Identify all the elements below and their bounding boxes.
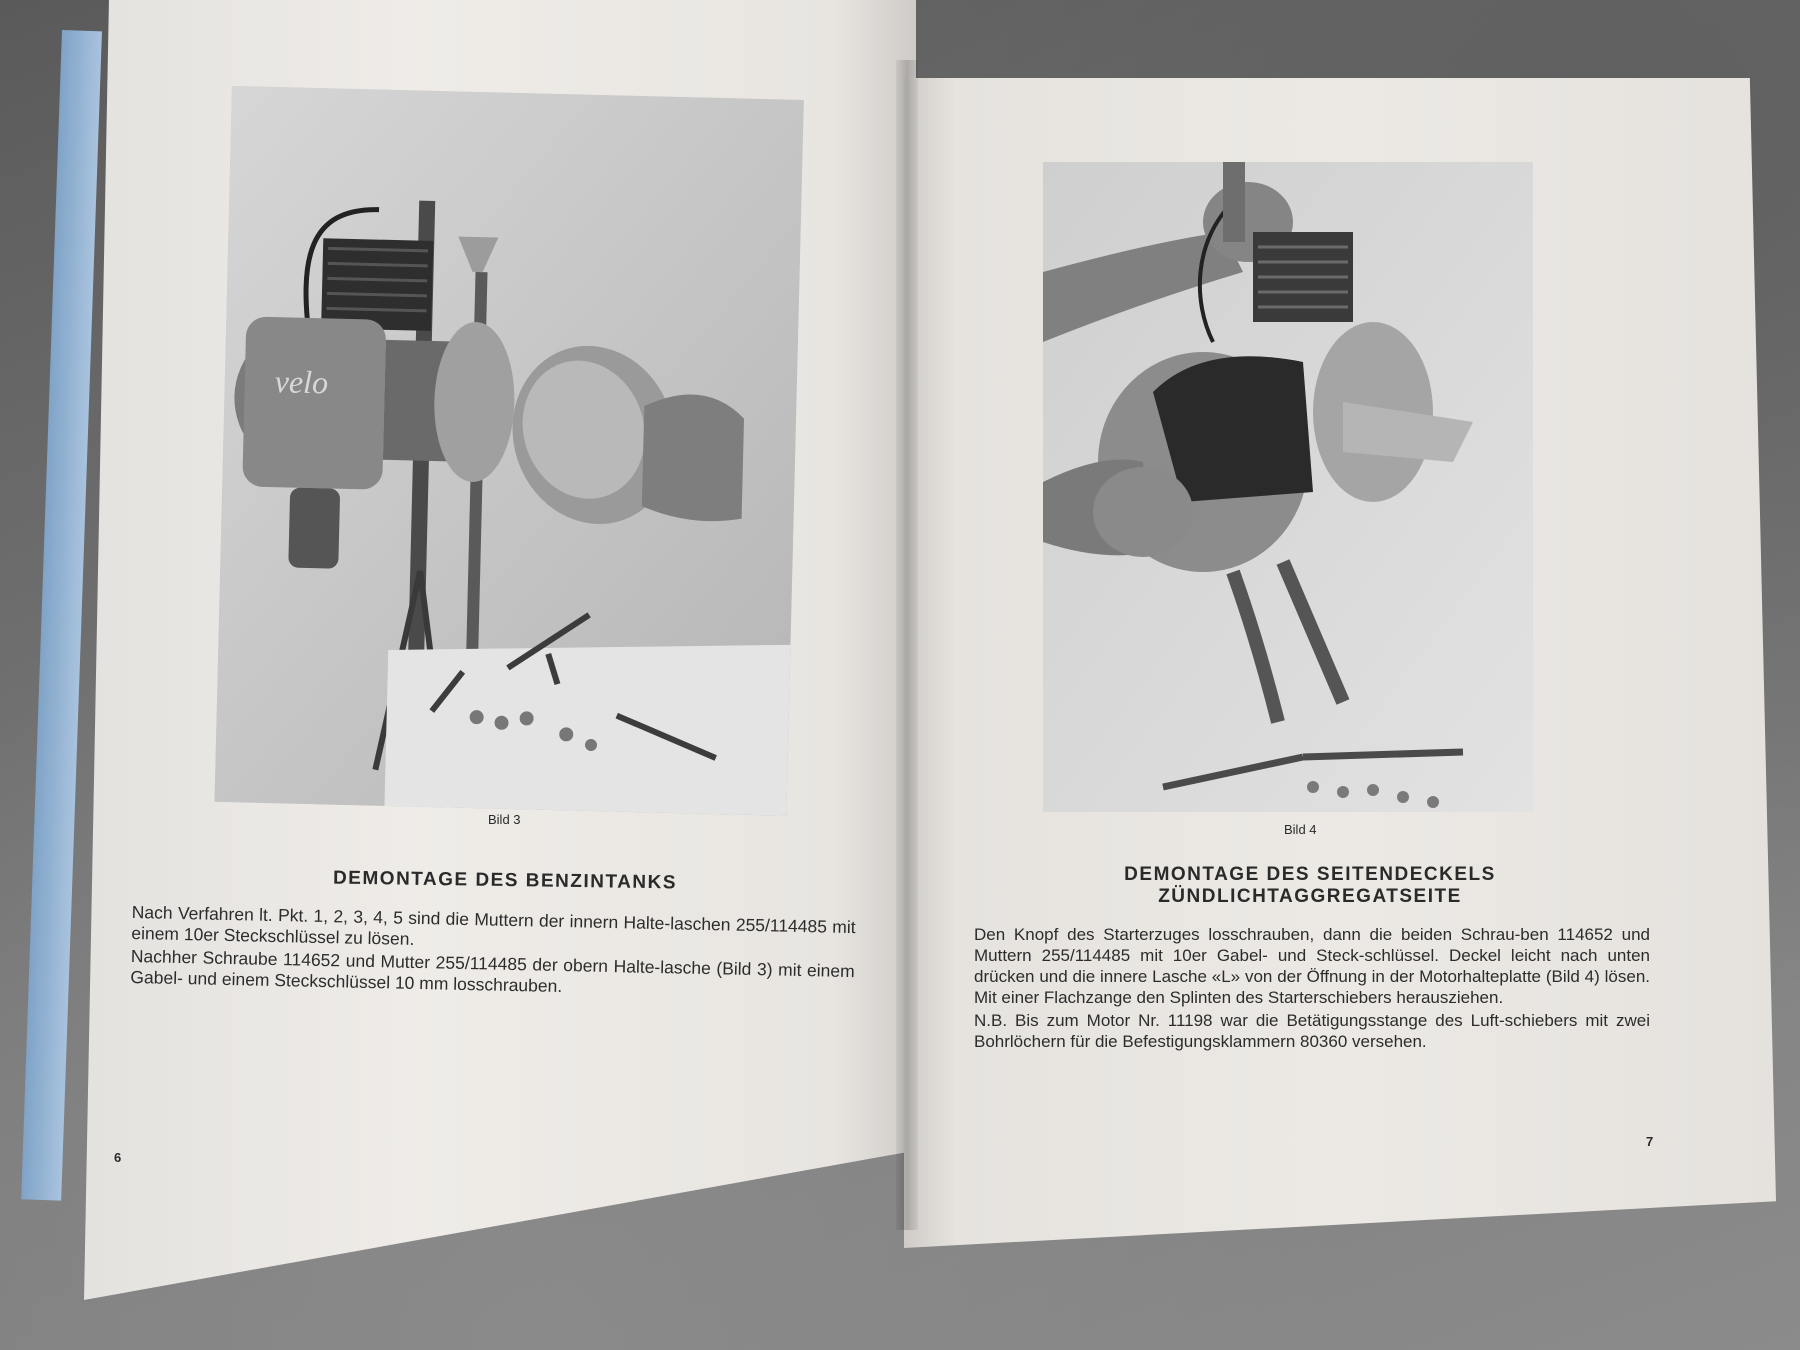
right-paragraph-2: N.B. Bis zum Motor Nr. 11198 war die Betätigungsstange des Luft-schiebers mit zwei Bohrlöchern für die Befestigungsklammern 80360 versehen. bbox=[974, 1011, 1650, 1051]
right-body-text bbox=[974, 924, 1650, 1054]
left-paragraph-1: Nach Verfahren lt. Pkt. 1, 2, 3, 4, 5 sind die Muttern der innern Halte-laschen 255/114485 mit einem 10er Steckschlüssel zu lösen. bbox=[131, 902, 856, 949]
heading-seitendeckels bbox=[1060, 864, 1560, 908]
photo-caption-bild-3: Bild 3 bbox=[488, 812, 521, 827]
photo-caption-bild-4: Bild 4 bbox=[1284, 822, 1317, 837]
photo-bild-4 bbox=[1043, 162, 1533, 812]
velo-logo: velo bbox=[274, 363, 329, 401]
left-body-text bbox=[130, 902, 856, 1005]
page-number-left: 6 bbox=[114, 1150, 122, 1165]
engine-tank-photo bbox=[215, 86, 804, 816]
heading-line-2: ZÜNDLICHTAGGREGATSEITE bbox=[1158, 886, 1462, 907]
left-paragraph-2: Nachher Schraube 114652 und Mutter 255/114485 der obern Halte-lasche (Bild 3) mit einem Gabel- und einem Steckschlüssel 10 mm losschrauben. bbox=[130, 945, 855, 997]
heading-benzintanks: DEMONTAGE DES BENZINTANKS bbox=[332, 867, 678, 894]
right-paragraph-1: Den Knopf des Starterzuges losschrauben, dann die beiden Schrau-ben 114652 und Muttern 255/114485 mit 10er Gabel- und Steck-schlüssel. Deckel leicht nach unten drücken und die innere Lasche «L» von der Öffnung in der Motorhalteplatte (Bild 4) lösen. Mit einer Flachzange den Splinten des Starterschiebers herausziehen. bbox=[974, 925, 1650, 1007]
side-cover-photo bbox=[1043, 162, 1533, 812]
page-number-right: 7 bbox=[1646, 1134, 1654, 1149]
heading-line-1: DEMONTAGE DES SEITENDECKELS bbox=[1124, 864, 1496, 885]
photo-bild-3 bbox=[215, 86, 804, 816]
page-gutter bbox=[896, 60, 918, 1230]
